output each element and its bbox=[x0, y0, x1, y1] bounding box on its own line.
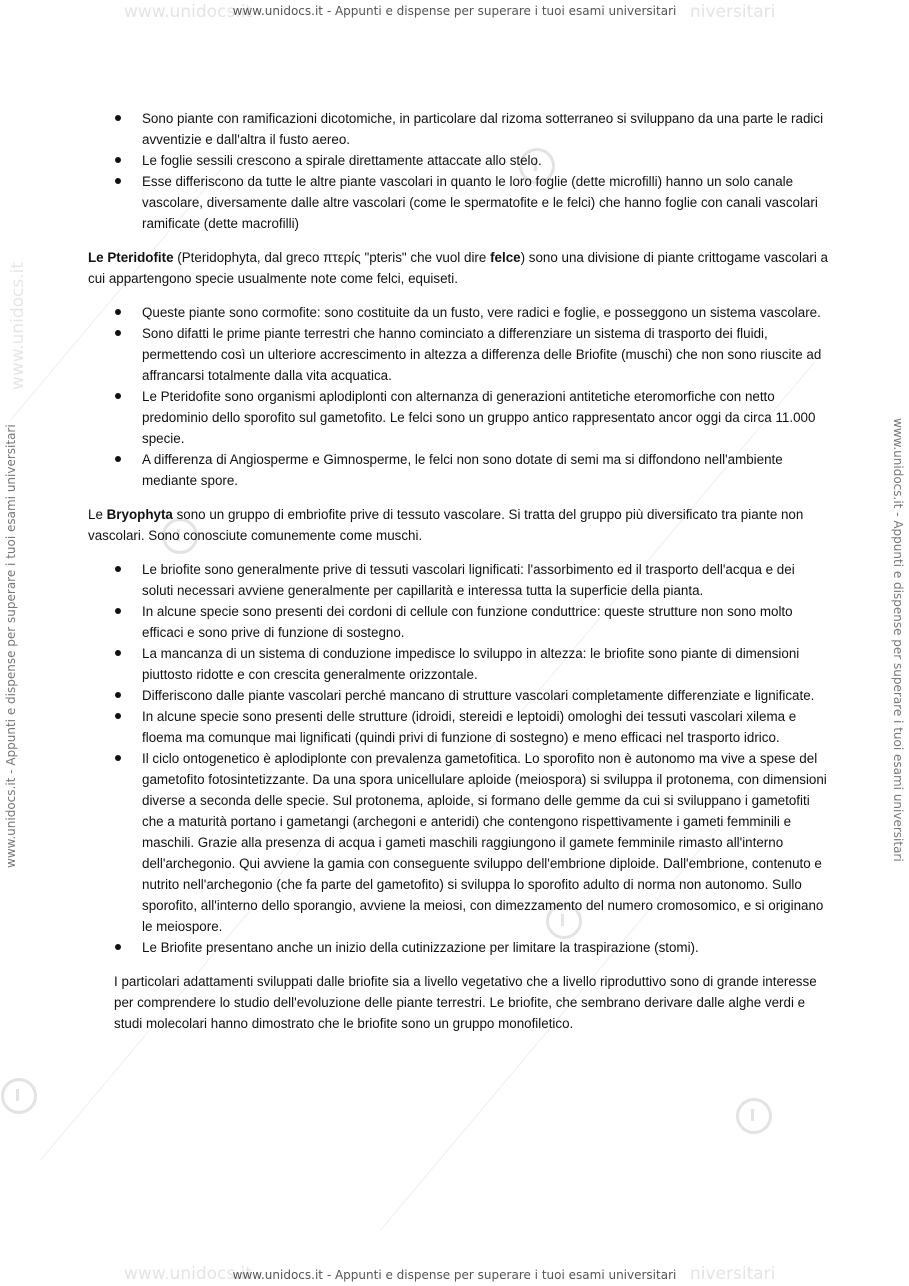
bryophyta-closing-paragraph: I particolari adattamenti sviluppati dalle briofite sia a livello vegetativo che a livello riproduttivo sono di grande interesse per comprendere lo studio dell'evoluzione delle piante terrestri. Le briofite, che sembrano derivare dalle alghe verdi e studi molecolari hanno dimostrato che le briofite sono un gruppo monofiletico. bbox=[114, 974, 817, 1031]
unidocs-logo-icon bbox=[1, 1078, 37, 1114]
list-item: Il ciclo ontogenetico è aplodiplonte con prevalenza gametofitica. Lo sporofito non è autonomo ma vive a spese del gametofito fotosintetizzante. Da una spora unicellulare aploide (meiospora) si sviluppa il protonema, con dimensioni diverse a seconda delle specie. Sul protonema, aploide, si formano delle gemme da cui si sviluppano i gametofiti che a maturità portano i gametangi (archegoni e anteridi) che contengono rispettivamente i gameti femminili e maschili. Grazie alla presenza di acqua i gameti maschili raggiungono il gamete femminile rimasto all'interno dell'archegonio. Qui avviene la gamia con conseguente sviluppo dell'embrione diploide. Dall'embrione, contenuto e nutrito nell'archegonio (che fa parte del gametofito) si sviluppa lo sporofito adulto di norma non autonomo. Sullo sporofito, all'interno dello sporangio, avviene la meiosi, con dimezzamento del numero cromosomico, e si originano le meiospore. bbox=[88, 748, 828, 937]
pteridofite-paragraph bbox=[88, 247, 828, 289]
watermark-faint-bottom-right: niversitari bbox=[690, 1264, 776, 1284]
pteridofite-intro-text: (Pteridophyta, dal greco πτερίς "pteris" che vuol dire bbox=[173, 250, 491, 265]
bryophyta-heading-prefix: Le bbox=[88, 507, 107, 522]
list-item: Le briofite sono generalmente prive di tessuti vascolari lignificati: l'assorbimento ed il trasporto dell'acqua e dei soluti necessari avviene generalmente per capillarità e interessa tutta la superficie della pianta. bbox=[88, 559, 828, 601]
bullet-list-bryophyta bbox=[88, 559, 828, 958]
watermark-side-left-faint: www.unidocs.it bbox=[8, 261, 28, 390]
watermark-faint-top-left: www.unidocs.it bbox=[124, 2, 253, 22]
list-item: Le foglie sessili crescono a spirale direttamente attaccate allo stelo. bbox=[88, 150, 828, 171]
list-item: Esse differiscono da tutte le altre piante vascolari in quanto le loro foglie (dette microfilli) hanno un solo canale vascolare, diversamente dalle altre vascolari (come le spermatofite e le felci) che hanno foglie con canali vascolari ramificate (dette macrofilli) bbox=[88, 171, 828, 234]
bryophyta-intro-text: sono un gruppo di embriofite prive di tessuto vascolare. Si tratta del gruppo più diversificato tra piante non vascolari. Sono conosciute comunemente come muschi. bbox=[88, 507, 804, 543]
bryophyta-heading: Bryophyta bbox=[106, 507, 173, 522]
pteridofite-intro-bold: felce bbox=[490, 250, 521, 265]
list-item: Le Briofite presentano anche un inizio della cutinizzazione per limitare la traspirazione (stomi). bbox=[88, 937, 828, 958]
bullet-list-intro bbox=[88, 108, 828, 234]
list-item: Differiscono dalle piante vascolari perché mancano di strutture vascolari completamente differenziate e lignificate. bbox=[88, 685, 828, 706]
list-item: Sono piante con ramificazioni dicotomiche, in particolare dal rizoma sotterraneo si sviluppano da una parte le radici avventizie e dall'altra il fusto aereo. bbox=[88, 108, 828, 150]
list-item: Queste piante sono cormofite: sono costituite da un fusto, vere radici e foglie, e posseggono un sistema vascolare. bbox=[88, 302, 828, 323]
unidocs-logo-icon bbox=[736, 1098, 772, 1134]
list-item: In alcune specie sono presenti delle strutture (idroidi, stereidi e leptoidi) omologhi dei tessuti vascolari xilema e floema ma comunque mai lignificati (quindi privi di funzione di sostegno) e meno efficaci nel trasporto idrico. bbox=[88, 706, 828, 748]
document-body bbox=[88, 108, 828, 1034]
list-item: A differenza di Angiosperme e Gimnosperme, le felci non sono dotate di semi ma si diffondono nell'ambiente mediante spore. bbox=[88, 449, 828, 491]
pteridofite-intro-text-end: ) sono una divisione di piante crittogame vascolari a cui appartengono specie usualmente note come felci, equiseti. bbox=[88, 250, 829, 286]
bryophyta-paragraph bbox=[88, 504, 828, 546]
list-item: Le Pteridofite sono organismi aplodiplonti con alternanza di generazioni antitetiche eteromorfiche con netto predominio dello sporofito sul gametofito. Le felci sono un gruppo antico rappresentato ancor oggi da circa 11.000 specie. bbox=[88, 386, 828, 449]
list-item: In alcune specie sono presenti dei cordoni di cellule con funzione conduttrice: queste strutture non sono molto efficaci e sono prive di funzione di sostegno. bbox=[88, 601, 828, 643]
bullet-list-pteridofite bbox=[88, 302, 828, 491]
watermark-side-right: www.unidocs.it - Appunti e dispense per superare i tuoi esami universitari bbox=[891, 418, 905, 862]
watermark-faint-top-right: niversitari bbox=[690, 2, 776, 22]
list-item: La mancanza di un sistema di conduzione impedisce lo sviluppo in altezza: le briofite sono piante di dimensioni piuttosto ridotte e con crescita generalmente orizzontale. bbox=[88, 643, 828, 685]
list-item: Sono difatti le prime piante terrestri che hanno cominciato a differenziare un sistema di trasporto dei fluidi, permettendo così un ulteriore accrescimento in altezza a differenza delle Briofite (muschi) che non sono riuscite ad affrancarsi totalmente dalla vita acquatica. bbox=[88, 323, 828, 386]
watermark-faint-bottom-left: www.unidocs.it bbox=[124, 1264, 253, 1284]
watermark-footer: www.unidocs.it - Appunti e dispense per superare i tuoi esami universitari bbox=[232, 1268, 677, 1282]
watermark-header: www.unidocs.it - Appunti e dispense per superare i tuoi esami universitari bbox=[232, 4, 677, 18]
watermark-side-left: www.unidocs.it - Appunti e dispense per superare i tuoi esami universitari bbox=[4, 424, 18, 868]
pteridofite-heading: Le Pteridofite bbox=[88, 250, 174, 265]
